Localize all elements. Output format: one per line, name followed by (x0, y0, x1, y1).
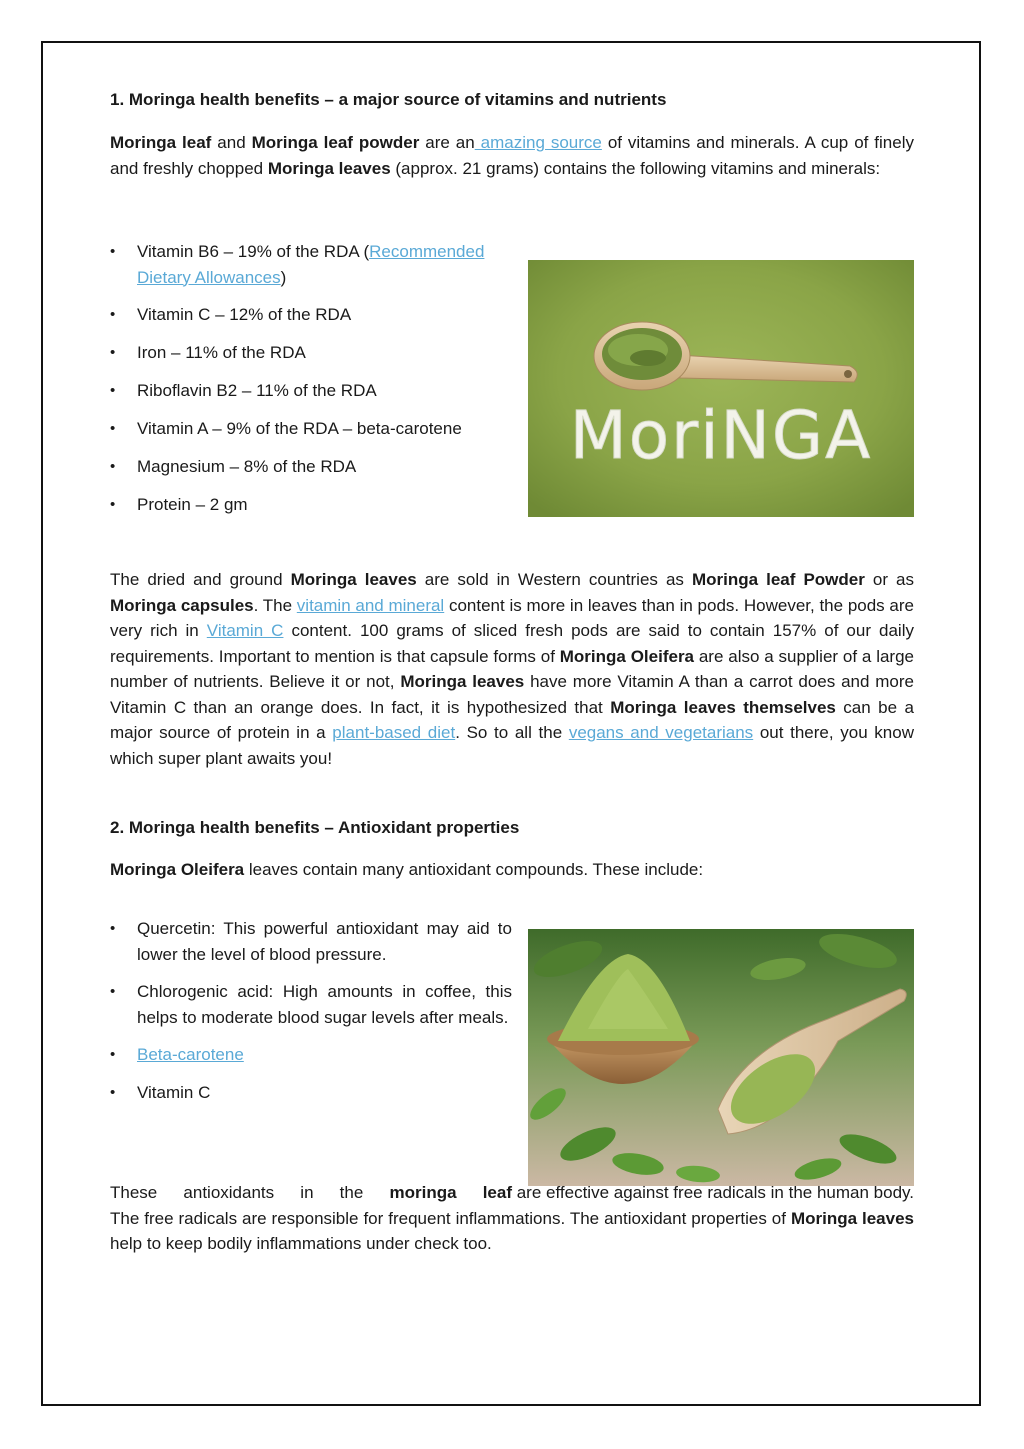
list-item (110, 416, 512, 442)
bold-text: Moringa leaves themselves (610, 697, 836, 717)
section1-intro (110, 130, 914, 181)
list-item (110, 492, 512, 518)
list-item (110, 1042, 512, 1068)
bold-text: Moringa leaf Powder (691, 570, 865, 589)
nutrient-list (110, 239, 512, 518)
moringa-word: MoriNGA (569, 397, 873, 474)
list-item-text: Vitamin B6 – 19% of the RDA ( (137, 242, 370, 261)
moringa-spoon-illustration (528, 260, 914, 517)
para-text: . So to all the (455, 723, 569, 742)
moringa-spoon-image (528, 260, 914, 517)
para-text: content. 100 grams of sliced fresh pods are said to contain 157% of our daily requirements. Important to mention is that capsule forms of (110, 621, 914, 666)
list-item (110, 239, 512, 290)
list-item (110, 454, 512, 480)
list-item (110, 302, 512, 328)
moringa-bowl-image (528, 929, 914, 1186)
list-item-text: Vitamin C – 12% of the RDA (137, 305, 352, 324)
bold-moringa-leaf-powder: Moringa leaf powder (251, 133, 420, 152)
para-text: The dried and ground (110, 570, 291, 589)
bold-text: Moringa leaves (400, 672, 525, 691)
para-text: are effective against free radicals in the human body. The free radicals are responsible for frequent inflammations. The antioxidant properties of (110, 1183, 914, 1228)
list-item (110, 979, 512, 1030)
para-text: or as (864, 570, 914, 589)
rda-link[interactable]: Recommended Dietary Allowances (137, 242, 485, 287)
list-item (110, 1080, 512, 1106)
bold-text: Moringa Oleifera (559, 646, 695, 666)
section2-heading: 2. Moringa health benefits – Antioxidant properties (110, 818, 520, 837)
para-text: have more Vitamin A than a carrot does and more Vitamin C than an orange does. In fact, it is hypothesized that (110, 672, 915, 717)
list-item-text: Chlorogenic acid: High amounts in coffee, this helps to moderate blood sugar levels after meals. (137, 982, 512, 1027)
intro-text: and (211, 133, 252, 152)
list-item-text: Iron – 11% of the RDA (137, 343, 306, 362)
bold-moringa-oleifera: Moringa Oleifera (110, 860, 245, 879)
intro-text: of vitamins and minerals. A cup of finely and freshly chopped (110, 133, 914, 178)
moringa-bowl-illustration (528, 929, 914, 1186)
list-item-text: Quercetin: This powerful antioxidant may aid to lower the level of blood pressure. (137, 919, 512, 964)
bold-moringa-leaves: Moringa leaves (790, 1208, 914, 1228)
intro-text: leaves contain many antioxidant compounds. These include: (244, 860, 704, 879)
section1-heading: 1. Moringa health benefits – a major source of vitamins and nutrients (110, 90, 667, 109)
list-item-text: ) (280, 267, 287, 287)
para-first-line (110, 1180, 512, 1206)
para-text: These antioxidants in the (110, 1183, 390, 1202)
list-item-text: Protein – 2 gm (137, 495, 248, 514)
para-text: content is more in leaves than in pods. However, the pods are very rich in (110, 595, 914, 640)
beta-carotene-link[interactable]: Beta-carotene (137, 1045, 244, 1064)
bold-moringa-leaf: moringa leaf (389, 1183, 512, 1202)
bold-text: Moringa capsules (110, 595, 254, 615)
amazing-source-link[interactable]: amazing source (474, 133, 602, 152)
para-text: . The (253, 595, 297, 615)
list-item-text: Vitamin C (137, 1083, 211, 1102)
intro-text: (approx. 21 grams) contains the following vitamins and minerals: (390, 158, 881, 178)
section1-paragraph (110, 567, 914, 771)
para-text: out there, you know which super plant awaits you! (110, 723, 914, 768)
list-item (110, 340, 512, 366)
list-item-text: Magnesium – 8% of the RDA (137, 457, 357, 476)
intro-text: are an (419, 133, 475, 152)
section2-paragraph (110, 1180, 914, 1257)
vitamin-mineral-link[interactable]: vitamin and mineral (296, 595, 445, 615)
bold-text: Moringa leaves (290, 570, 417, 589)
list-item-text: Vitamin A – 9% of the RDA – beta-carotene (137, 419, 462, 438)
section2-intro (110, 857, 914, 883)
list-item (110, 916, 512, 967)
list-item-text: Riboflavin B2 – 11% of the RDA (137, 381, 377, 400)
plant-based-diet-link[interactable]: plant-based diet (332, 723, 456, 742)
bold-moringa-leaves: Moringa leaves (267, 158, 391, 178)
vitamin-c-link[interactable]: Vitamin C (206, 621, 284, 640)
antioxidant-list (110, 916, 512, 1106)
vegans-vegetarians-link[interactable]: vegans and vegetarians (568, 723, 754, 742)
para-text: are also a supplier of a large number of nutrients. Believe it or not, (110, 646, 914, 691)
para-text: can be a major source of protein in a (110, 697, 914, 742)
para-text: help to keep bodily inflammations under check too. (110, 1234, 492, 1253)
list-item (110, 378, 512, 404)
bold-moringa-leaf: Moringa leaf (110, 133, 212, 152)
para-text: are sold in Western countries as (416, 570, 692, 589)
